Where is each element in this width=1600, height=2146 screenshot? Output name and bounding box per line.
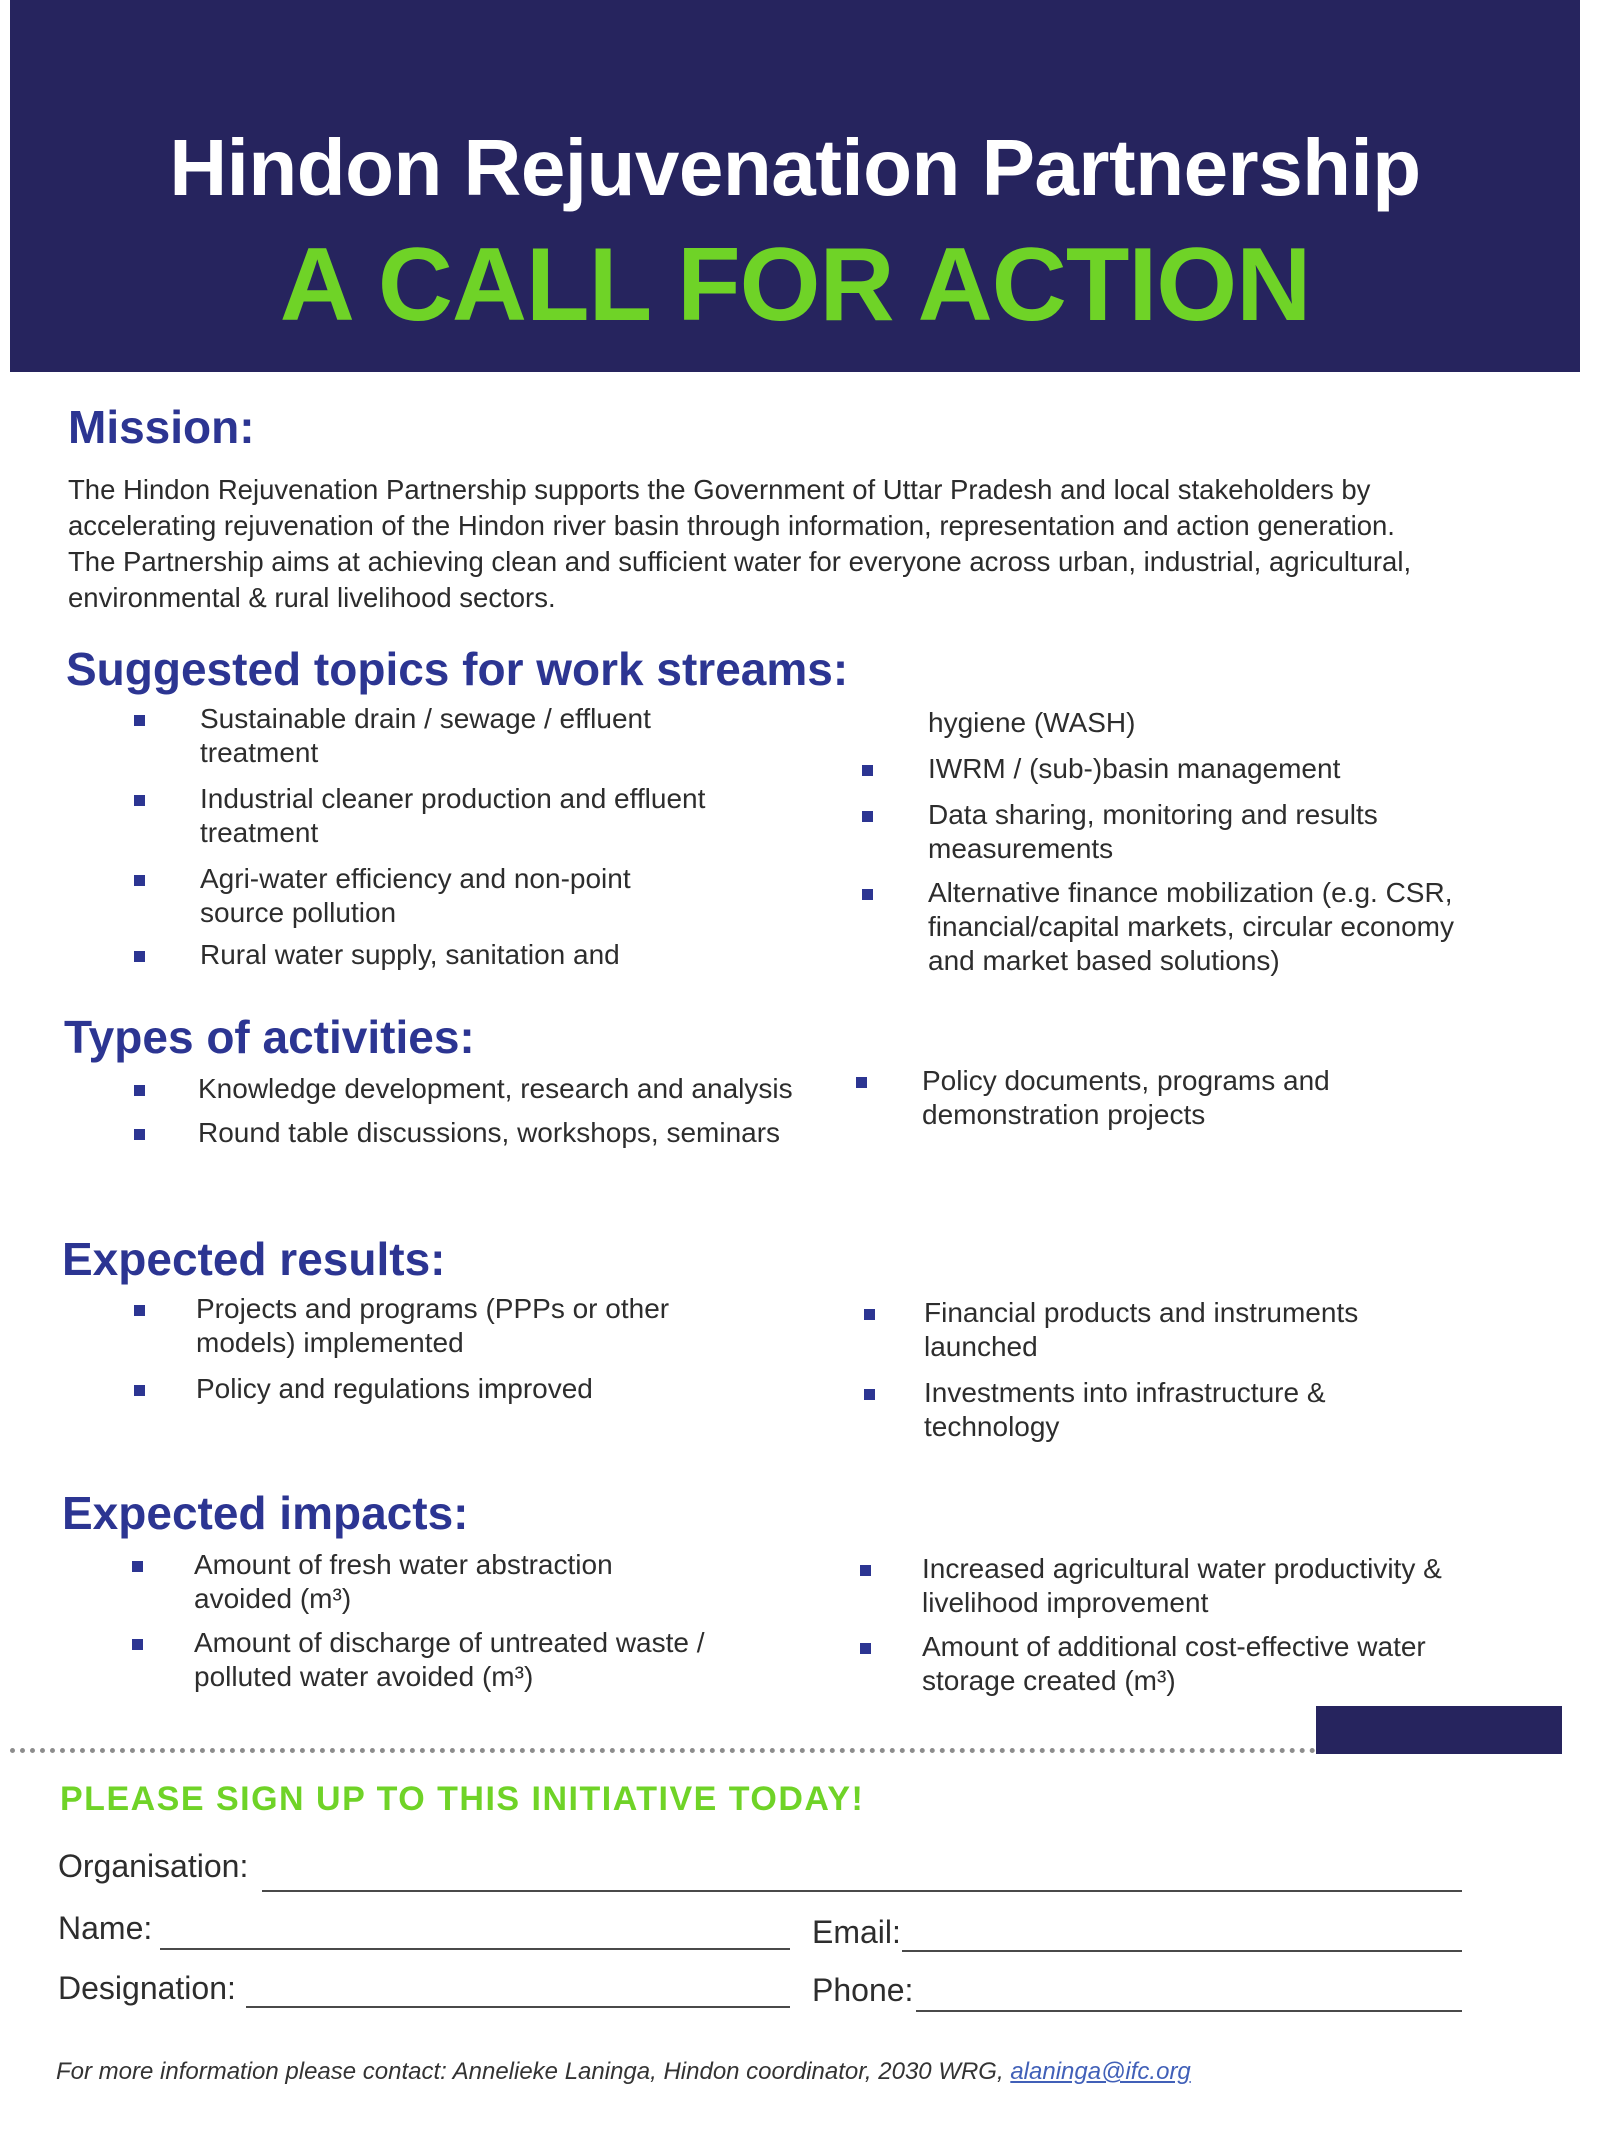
- mission-heading: Mission:: [68, 401, 255, 453]
- list-item: Knowledge development, research and analysis: [198, 1072, 858, 1116]
- topics-left-list: [200, 702, 720, 978]
- bullet-square-icon: [134, 715, 145, 726]
- list-item: Alternative finance mobilization (e.g. CSR, financial/capital markets, circular economy and market based solutions): [928, 876, 1458, 986]
- list-item: Agri-water efficiency and non-point source pollution: [200, 862, 720, 938]
- list-item: Policy and regulations improved: [196, 1372, 756, 1416]
- list-item: Financial products and instruments launched: [924, 1296, 1424, 1376]
- impacts-left-list: [194, 1548, 714, 1706]
- bullet-square-icon: [856, 1077, 867, 1088]
- bullet-square-icon: [862, 811, 873, 822]
- bullet-square-icon: [134, 875, 145, 886]
- signup-heading: PLEASE SIGN UP TO THIS INITIATIVE TODAY!: [60, 1780, 865, 1818]
- list-item: Sustainable drain / sewage / effluent treatment: [200, 702, 720, 782]
- results-right-list: [924, 1296, 1424, 1452]
- list-item: IWRM / (sub-)basin management: [928, 752, 1458, 798]
- impacts-right-list: [922, 1552, 1482, 1710]
- list-item: Investments into infrastructure & technology: [924, 1376, 1424, 1452]
- contact-footer: [56, 2058, 1191, 2086]
- bullet-square-icon: [134, 1085, 145, 1096]
- topics-continuation-text: hygiene (WASH): [928, 707, 1136, 738]
- results-heading: Expected results:: [62, 1233, 446, 1285]
- list-item: Amount of fresh water abstraction avoided (m³): [194, 1548, 714, 1626]
- designation-field[interactable]: [246, 2006, 790, 2008]
- bullet-square-icon: [860, 1565, 871, 1576]
- dotted-divider: [10, 1748, 1316, 1753]
- list-item: Projects and programs (PPPs or other models) implemented: [196, 1292, 756, 1372]
- bullet-square-icon: [862, 765, 873, 776]
- list-item: Industrial cleaner production and effluent treatment: [200, 782, 720, 862]
- list-item: Increased agricultural water productivity & livelihood improvement: [922, 1552, 1482, 1630]
- designation-label: Designation:: [58, 1970, 236, 2006]
- bullet-square-icon: [134, 1385, 145, 1396]
- bullet-square-icon: [860, 1643, 871, 1654]
- phone-field[interactable]: [916, 2010, 1462, 2012]
- impacts-heading: Expected impacts:: [62, 1487, 469, 1539]
- bullet-square-icon: [862, 889, 873, 900]
- activities-heading: Types of activities:: [64, 1011, 475, 1063]
- results-left-list: [196, 1292, 756, 1416]
- call-to-action-title: A CALL FOR ACTION: [279, 227, 1311, 343]
- phone-label: Phone:: [812, 1972, 914, 2008]
- email-label: Email:: [812, 1914, 901, 1950]
- email-field[interactable]: [902, 1950, 1462, 1952]
- organisation-field[interactable]: [262, 1890, 1462, 1892]
- activities-left-list: [198, 1072, 858, 1160]
- name-label: Name:: [58, 1910, 153, 1946]
- bullet-square-icon: [864, 1309, 875, 1320]
- organisation-title: Hindon Rejuvenation Partnership: [169, 123, 1421, 212]
- mission-text: The Hindon Rejuvenation Partnership supports the Government of Uttar Pradesh and local stakeholders by accelerating rejuvenation of the Hindon river basin through information, representation and action generation. The Partnership aims at achieving clean and sufficient water for everyone across urban, industrial, agricultural, environmental & rural livelihood sectors.: [68, 474, 1412, 613]
- bullet-square-icon: [864, 1389, 875, 1400]
- topics-right-list: [928, 752, 1458, 986]
- list-item: Round table discussions, workshops, seminars: [198, 1116, 858, 1160]
- activities-right-list: [922, 1064, 1422, 1136]
- contact-email-link[interactable]: alaninga@ifc.org: [1010, 2058, 1191, 2085]
- list-item: Data sharing, monitoring and results measurements: [928, 798, 1458, 876]
- bullet-square-icon: [134, 1305, 145, 1316]
- name-field[interactable]: [160, 1948, 790, 1950]
- decorative-navy-block: [1316, 1706, 1562, 1754]
- bullet-square-icon: [134, 1129, 145, 1140]
- list-item: Policy documents, programs and demonstration projects: [922, 1064, 1422, 1136]
- bullet-square-icon: [134, 795, 145, 806]
- header-banner: [10, 0, 1580, 372]
- list-item: Amount of discharge of untreated waste / polluted water avoided (m³): [194, 1626, 714, 1706]
- bullet-square-icon: [132, 1639, 143, 1650]
- topics-heading: Suggested topics for work streams:: [66, 643, 849, 695]
- list-item: Amount of additional cost-effective water storage created (m³): [922, 1630, 1482, 1710]
- organisation-label: Organisation:: [58, 1848, 249, 1884]
- contact-text: For more information please contact: Annelieke Laninga, Hindon coordinator, 2030 WRG,: [56, 2058, 1011, 2085]
- bullet-square-icon: [132, 1561, 143, 1572]
- bullet-square-icon: [134, 951, 145, 962]
- list-item: Rural water supply, sanitation and: [200, 938, 720, 978]
